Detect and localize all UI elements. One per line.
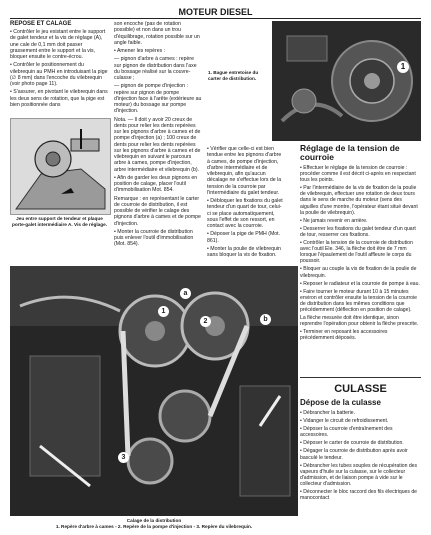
list-item: • Déposer le carter de courroie de distribution.	[300, 440, 404, 447]
list-item: • Déconnecter le bloc raccord des fils électriques de manocontact	[300, 489, 418, 502]
timing-photo	[10, 266, 298, 516]
list-item: • Reposer le radiateur et la courroie de pompe à eau.	[300, 280, 420, 287]
list-item: • Par l'intermédiaire de la vis de fixation de la poulie de vilebrequin, effectuer une rotation de deux tours dans le sens de marche du moteur (sens des aiguilles d'une montre, l'opérateur étant situé devant la poulie de vilebrequin).	[300, 185, 418, 216]
paragraph: • Déposer la pige de PMH (Mot. 861).	[207, 231, 281, 244]
timing-label-a: a	[180, 288, 191, 299]
header-rule	[10, 18, 421, 19]
spacer-photo-caption: 1. Bague entretoise du carter de distribution.	[208, 70, 259, 81]
timing-photo-drawing	[10, 266, 298, 516]
paragraph: — pignon de pompe d'injection : repère sur pignon de pompe d'injection face à l'arête (extérieure au moteur) du bossage sur pompe d'injection.	[114, 83, 202, 115]
column-2	[114, 21, 202, 250]
timing-label-1: 1	[158, 306, 169, 317]
tensioner-figure	[10, 118, 111, 215]
list-item: • Bloquer au couple la vis de fixation de la poulie de vilebrequin.	[300, 266, 417, 279]
timing-label-2: 2	[200, 316, 211, 327]
list-item: La flèche mesurée doit être identique, sinon reprendre l'opération pour obtenir la flèche prescrite.	[300, 315, 419, 328]
spacer-photo	[272, 21, 421, 141]
paragraph: • Contrôler le jeu existant entre le support de galet tendeur et la vis de réglage (A), une cale de 0,1 mm doit passer grassement entre le support et la vis, bloquer ensuite le contre-écrou.	[10, 29, 106, 60]
timing-label-b: b	[260, 314, 271, 325]
list-item: • Contrôler la tension de la courroie de distribution avec l'outil Ele. 346, la flèche doit être de 7 mm lorsque l'épaulement de l'outil affleure le corps du poussoir.	[300, 240, 413, 265]
paragraph: • Vérifier que celle-ci est bien tendue entre les pignons d'arbre à cames, de pompe d'injection, d'arbre intermédiaire et de vilebrequin, afin qu'aucun décalage ne s'effectue lors de la tension de la courroie par l'intermédiaire du galet tendeur.	[207, 146, 282, 196]
culasse-rule	[300, 377, 421, 378]
timing-photo-legend: 1. Repère d'arbre à cames - 2. Repère de la pompe d'injection - 3. Repère du vilebrequin.	[55, 524, 253, 529]
list-item: • Terminer en reposant les accessoires précédemment déposés.	[300, 329, 388, 342]
list-item: • Débrancher la batterie.	[300, 410, 356, 416]
culasse-subtitle: Dépose de la culasse	[300, 398, 381, 407]
paragraph: • Contrôler le positionnement du vilebrequin au PMH en introduisant la pige (∅ 8 mm) dans l'encoche du vilebrequin (voir photo page 11).	[10, 62, 108, 87]
paragraph: • Afin de garder les deux pignons en position de calage, placer l'outil d'immobilisation Mot. 854.	[114, 174, 198, 194]
list-item: • Dégager la courroie de distribution après avoir basculé le tendeur.	[300, 448, 408, 461]
reglage-heading: Réglage de la tension de courroie	[300, 143, 400, 162]
culasse-section	[300, 383, 421, 503]
list-item: • Ne jamais revenir en arrière.	[300, 217, 368, 224]
list-item: • Effectuer le réglage de la tension de courroie : procéder comme il est décrit ci-après en respectant tous les points.	[300, 165, 416, 184]
list-item: • Vidanger le circuit de refroidissement.	[300, 418, 389, 425]
spacer-photo-drawing	[272, 21, 421, 141]
list-item: • Débrancher les tubes souples de récupération des vapeurs d'huile sur la culasse, sur le collecteur d'admission, et de liaison pompe à vide sur le collecteur d'admission.	[300, 462, 418, 487]
tensioner-figure-caption: Jeu entre support de tendeur et plaque porte-galet intermédiaire A. Vis de réglage.	[11, 216, 108, 227]
culasse-title: CULASSE	[334, 383, 387, 395]
paragraph: — pignon d'arbre à cames : repère sur pignon de distribution dans l'axe du bossage réalisé sur la couvre-culasse ;	[114, 56, 197, 81]
paragraph: Nota. — Il doit y avoir 20 creux de dents pour relier les dents repérées sur les pignons d'arbre à cames et de pompe d'injection (a) ; 100 creux de dents pour relier les dents repérées sur les pignons d'arbre à cames et de vilebrequin en suivant le parcours arbre à cames, pompe d'injection, arbre intermédiaire et vilebrequin (b).	[114, 116, 201, 173]
paragraph: son encoche (pas de rotation possible) et non dans un trou d'équilibrage, rotation possible sur un angle faible.	[114, 21, 200, 46]
column-3	[207, 146, 285, 260]
paragraph: • Débloquer les fixations du galet tendeur d'un quart de tour, celui-ci se place automatiquement, sous l'effet de son ressort, en contact avec la courroie.	[207, 198, 283, 229]
timing-label-3: 3	[118, 452, 129, 463]
section-heading-repose: REPOSE ET CALAGE	[10, 21, 72, 27]
list-item: • Desserrer les fixations du galet tendeur d'un quart de tour, resserrer ces fixations.	[300, 225, 416, 238]
paragraph: • Monter la poulie de vilebrequin sans bloquer la vis de fixation.	[207, 245, 281, 258]
tensioner-drawing	[11, 119, 110, 214]
paragraph: Remarque : en représentant le carter de courroie de distribution, il est possible de vérifier le calage des pignons d'arbre à cames et de pompe d'injection.	[114, 195, 201, 227]
header-title: MOTEUR DIESEL	[178, 7, 253, 17]
page-header	[10, 6, 421, 18]
paragraph: • Monter la courroie de distribution puis enlever l'outil d'immobilisation (Mot. 854).	[114, 228, 194, 248]
list-item: • Déposer la courroie d'entraînement des accessoires.	[300, 426, 393, 439]
reglage-section	[300, 144, 421, 343]
column-1	[10, 21, 109, 110]
paragraph: • Amener les repères :	[114, 48, 166, 54]
list-item: • Faire tourner le moteur durant 10 à 15 minutes environ et contrôler ensuite la tension de la courroie de distribution dans les mêmes conditions que précédemment (déflection en position de calage).	[300, 288, 417, 313]
timing-photo-caption: Calage de la distribution	[126, 518, 182, 523]
photo-label-1: 1	[397, 61, 409, 73]
paragraph: • S'assurer, en pivotant le vilebrequin dans les deux sens de rotation, que la pige est bien positionnée dans	[10, 89, 108, 108]
